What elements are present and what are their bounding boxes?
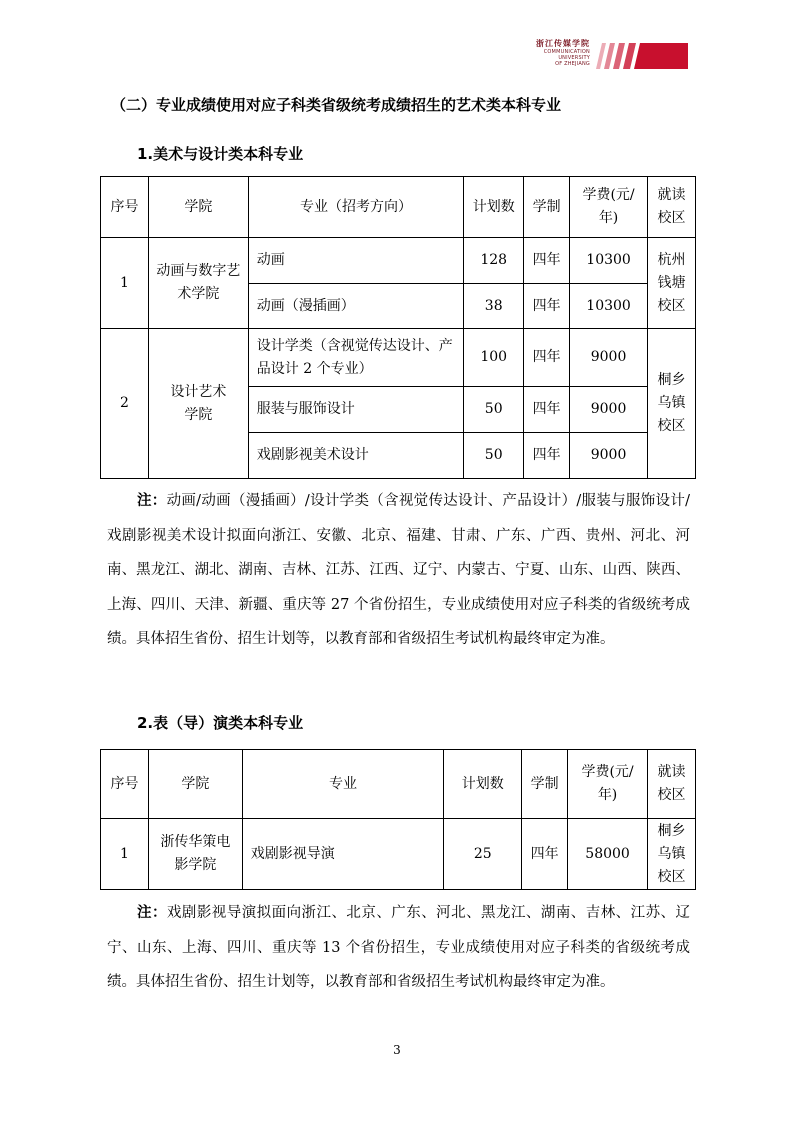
logo-english-line-1: COMMUNICATION: [543, 49, 590, 55]
row-campus: 桐乡乌镇校区: [648, 329, 696, 479]
row-years: 四年: [524, 387, 570, 433]
logo-chinese-name: 浙江传媒学院: [536, 39, 590, 48]
note-label: 注：: [137, 905, 167, 921]
row-no: 1: [101, 819, 149, 890]
table-row: [101, 819, 696, 890]
row-plan: 100: [464, 329, 524, 387]
header-college: 学院: [148, 177, 248, 238]
part2-title: 2.表（导）演类本科专业: [137, 714, 304, 732]
part1-note: [107, 484, 690, 657]
row-plan: 128: [464, 238, 524, 284]
row-major: 动画: [248, 238, 463, 284]
section-title: （二）专业成绩使用对应子科类省级统考成绩招生的艺术类本科专业: [111, 96, 562, 114]
row-no: 2: [101, 329, 149, 479]
directing-table: [100, 749, 696, 890]
header-years: 学制: [522, 750, 568, 819]
logo-english-line-3: OF ZHEJIANG: [555, 61, 590, 67]
table-header-row: [101, 750, 696, 819]
row-college: 浙传华策电影学院: [148, 819, 242, 890]
row-fee: 9000: [570, 387, 648, 433]
note-text: 戏剧影视导演拟面向浙江、北京、广东、河北、黑龙江、湖南、吉林、江苏、辽宁、山东、上海、四川、重庆等 13 个省份招生，专业成绩使用对应子科类的省级统考成绩。具体招生省份、招生计划等，以教育部和省级招生考试机构最终审定为准。: [107, 905, 691, 990]
row-college: 动画与数字艺术学院: [148, 238, 248, 329]
table-row: [101, 238, 696, 284]
header-campus: 就读校区: [648, 177, 696, 238]
header-major: 专业（招考方向）: [248, 177, 463, 238]
row-major: 动画（漫插画）: [248, 284, 463, 329]
logo-stripes-icon: [592, 39, 688, 71]
part2-note: [107, 896, 690, 1000]
header-no: 序号: [101, 177, 149, 238]
logo-text: [528, 39, 590, 67]
header-years: 学制: [524, 177, 570, 238]
row-major: 戏剧影视美术设计: [248, 433, 463, 479]
row-major: 戏剧影视导演: [242, 819, 444, 890]
header-fee: 学费(元/年): [570, 177, 648, 238]
row-plan: 38: [464, 284, 524, 329]
art-design-table: [100, 176, 696, 479]
note-text: 动画/动画（漫插画）/设计学类（含视觉传达设计、产品设计）/服装与服饰设计/戏剧影视美术设计拟面向浙江、安徽、北京、福建、甘肃、广东、广西、贵州、河北、河南、黑龙江、湖北、湖南、吉林、江苏、江西、辽宁、内蒙古、宁夏、山东、山西、陕西、上海、四川、天津、新疆、重庆等 27 个省份招生，专业成绩使用对应子科类的省级统考成绩。具体招生省份、招生计划等，以教育部和省级招生考试机构最终审定为准。: [107, 493, 690, 647]
part1-title: 1.美术与设计类本科专业: [137, 145, 304, 163]
page-number: 3: [393, 1043, 401, 1057]
header-fee: 学费(元/年): [568, 750, 648, 819]
header-plan: 计划数: [444, 750, 522, 819]
header-campus: 就读校区: [648, 750, 696, 819]
row-campus: 杭州钱塘校区: [648, 238, 696, 329]
row-years: 四年: [524, 433, 570, 479]
row-campus: 桐乡乌镇校区: [648, 819, 696, 890]
row-major: 设计学类（含视觉传达设计、产品设计 2 个专业）: [248, 329, 463, 387]
table-row: [101, 329, 696, 387]
row-fee: 10300: [570, 284, 648, 329]
row-years: 四年: [524, 284, 570, 329]
header-plan: 计划数: [464, 177, 524, 238]
row-fee: 9000: [570, 433, 648, 479]
logo-english-line-2: UNIVERSITY: [558, 55, 590, 61]
note-label: 注：: [137, 493, 167, 509]
row-no: 1: [101, 238, 149, 329]
row-years: 四年: [522, 819, 568, 890]
row-plan: 25: [444, 819, 522, 890]
row-fee: 10300: [570, 238, 648, 284]
university-logo: [528, 37, 688, 73]
header-college: 学院: [148, 750, 242, 819]
row-years: 四年: [524, 329, 570, 387]
header-no: 序号: [101, 750, 149, 819]
row-fee: 9000: [570, 329, 648, 387]
row-plan: 50: [464, 387, 524, 433]
table-header-row: [101, 177, 696, 238]
row-fee: 58000: [568, 819, 648, 890]
row-years: 四年: [524, 238, 570, 284]
row-plan: 50: [464, 433, 524, 479]
header-major: 专业: [242, 750, 444, 819]
row-college: 设计艺术学院: [148, 329, 248, 479]
row-major: 服装与服饰设计: [248, 387, 463, 433]
